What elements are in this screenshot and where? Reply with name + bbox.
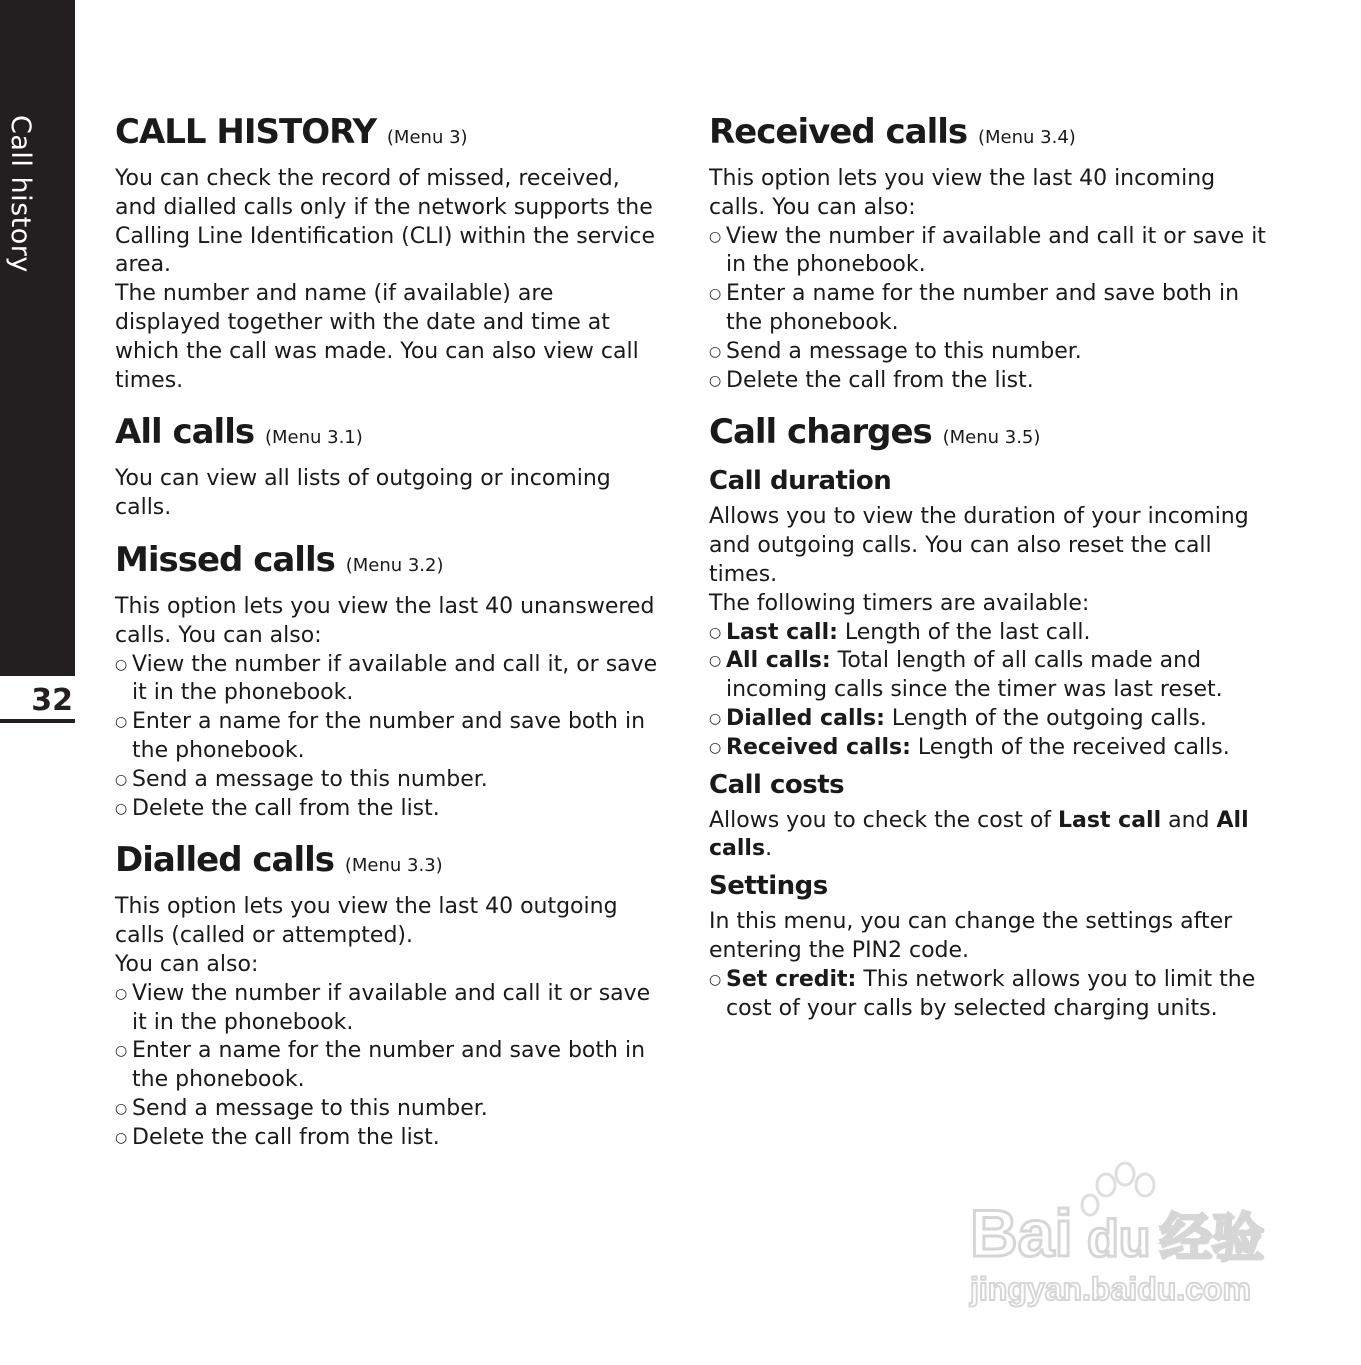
list-item: ○ Delete the call from the list.	[709, 367, 1269, 396]
list-item: ○ Dialled calls: Length of the outgoing calls.	[709, 705, 1269, 734]
received-calls-heading	[709, 111, 1269, 159]
bullet-icon: ○	[709, 653, 722, 670]
settings-heading: Settings	[709, 871, 828, 902]
call-history-heading	[115, 111, 665, 159]
paragraph: You can also:	[115, 951, 259, 977]
baidu-watermark-logo	[965, 1160, 1285, 1310]
paragraph: You can view all lists of outgoing or incoming calls.	[115, 466, 611, 521]
call-costs-heading: Call costs	[709, 769, 845, 800]
paragraph: This option lets you view the last 40 unanswered calls. You can also:	[115, 593, 655, 648]
call-charges-heading	[709, 411, 1269, 459]
watermark-brand: Bai	[970, 1196, 1073, 1270]
bullet-list	[115, 651, 665, 824]
list-item: ○ Send a message to this number.	[709, 338, 1269, 367]
bullet-icon: ○	[115, 714, 128, 731]
dialled-calls-heading	[115, 839, 665, 887]
list-item: ○ View the number if available and call it or save it in the phonebook.	[709, 223, 1266, 278]
list-item: ○ Delete the call from the list.	[115, 1124, 665, 1153]
bullet-icon: ○	[115, 985, 128, 1002]
watermark-brand-paw: du	[1087, 1210, 1151, 1268]
bullet-icon: ○	[115, 656, 128, 673]
side-tab	[0, 0, 75, 676]
bullet-icon: ○	[709, 739, 722, 756]
paragraph: You can check the record of missed, received, and dialled calls only if the network supports the Calling Line Identification (CLI) within the service area.	[115, 166, 656, 278]
page-number: 32	[0, 683, 75, 723]
menu-ref: (Menu 3)	[386, 127, 468, 148]
paragraph: Allows you to check the cost of Last call and All calls.	[709, 807, 1249, 862]
dialled-calls-section	[115, 839, 665, 1152]
list-item: ○ Enter a name for the number and save both in the phonebook.	[115, 709, 646, 763]
bullet-icon: ○	[115, 800, 128, 817]
list-item: ○ Send a message to this number.	[115, 1095, 665, 1124]
bullet-icon: ○	[115, 771, 128, 788]
heading-text: Missed calls	[115, 539, 335, 580]
paragraph: The number and name (if available) are displayed together with the date and time at which the call was made. You can also view call times.	[115, 281, 639, 393]
list-item: ○ Enter a name for the number and save both in the phonebook.	[709, 281, 1240, 335]
bullet-icon: ○	[709, 343, 722, 360]
bullet-list	[115, 980, 665, 1153]
heading-text: All calls	[115, 412, 255, 453]
watermark-url: jingyan.baidu.com	[970, 1271, 1251, 1307]
bullet-icon: ○	[709, 372, 722, 389]
heading-text: Received calls	[709, 112, 968, 152]
missed-calls-heading	[115, 539, 665, 587]
paragraph: Allows you to view the duration of your incoming and outgoing calls. You can also reset the call times.	[709, 504, 1249, 587]
list-item: ○ Send a message to this number.	[115, 766, 665, 795]
bullet-icon: ○	[115, 1043, 128, 1060]
paragraph: The following timers are available:	[709, 590, 1090, 616]
missed-calls-section	[115, 539, 665, 823]
list-item: ○ Received calls: Length of the received calls.	[709, 734, 1269, 763]
bullet-icon: ○	[709, 286, 722, 303]
call-history-section	[115, 111, 665, 395]
heading-text: Call charges	[709, 412, 932, 453]
bullet-icon: ○	[115, 1100, 128, 1117]
list-item: ○ Delete the call from the list.	[115, 795, 665, 824]
bullet-icon: ○	[709, 624, 722, 641]
bullet-icon: ○	[709, 710, 722, 727]
bullet-list	[709, 966, 1269, 1024]
watermark-suffix: 经验	[1160, 1209, 1265, 1269]
bullet-icon: ○	[709, 971, 722, 988]
menu-ref: (Menu 3.4)	[978, 127, 1076, 148]
call-duration-heading: Call duration	[709, 466, 892, 497]
section-tab-label: Call history	[5, 115, 36, 273]
paragraph: This option lets you view the last 40 outgoing calls (called or attempted).	[115, 894, 618, 949]
list-item: ○ All calls: Total length of all calls made and incoming calls since the timer was last reset.	[709, 648, 1223, 703]
bullet-list	[709, 619, 1269, 763]
call-charges-section	[709, 411, 1269, 1023]
list-item: ○ View the number if available and call it, or save it in the phonebook.	[115, 651, 658, 706]
all-calls-heading	[115, 411, 665, 459]
menu-ref: (Menu 3.1)	[264, 427, 363, 449]
left-column	[115, 111, 665, 1169]
received-calls-section	[709, 111, 1269, 395]
menu-ref: (Menu 3.2)	[345, 554, 444, 576]
paragraph: This option lets you view the last 40 incoming calls. You can also:	[709, 166, 1216, 220]
bullet-list	[709, 223, 1269, 396]
list-item: ○ Enter a name for the number and save both in the phonebook.	[115, 1038, 646, 1093]
paragraph: In this menu, you can change the settings after entering the PIN2 code.	[709, 909, 1233, 963]
all-calls-section	[115, 411, 665, 523]
heading-text: CALL HISTORY	[115, 112, 377, 152]
list-item: ○ Last call: Length of the last call.	[709, 619, 1269, 648]
menu-ref: (Menu 3.3)	[344, 855, 443, 877]
list-item: ○ Set credit: This network allows you to limit the cost of your calls by selected charging units.	[709, 966, 1256, 1021]
right-column	[709, 111, 1269, 1039]
bullet-icon: ○	[115, 1129, 128, 1146]
heading-text: Dialled calls	[115, 840, 335, 881]
bullet-icon: ○	[709, 228, 722, 245]
list-item: ○ View the number if available and call it or save it in the phonebook.	[115, 980, 651, 1035]
menu-ref: (Menu 3.5)	[942, 427, 1041, 449]
